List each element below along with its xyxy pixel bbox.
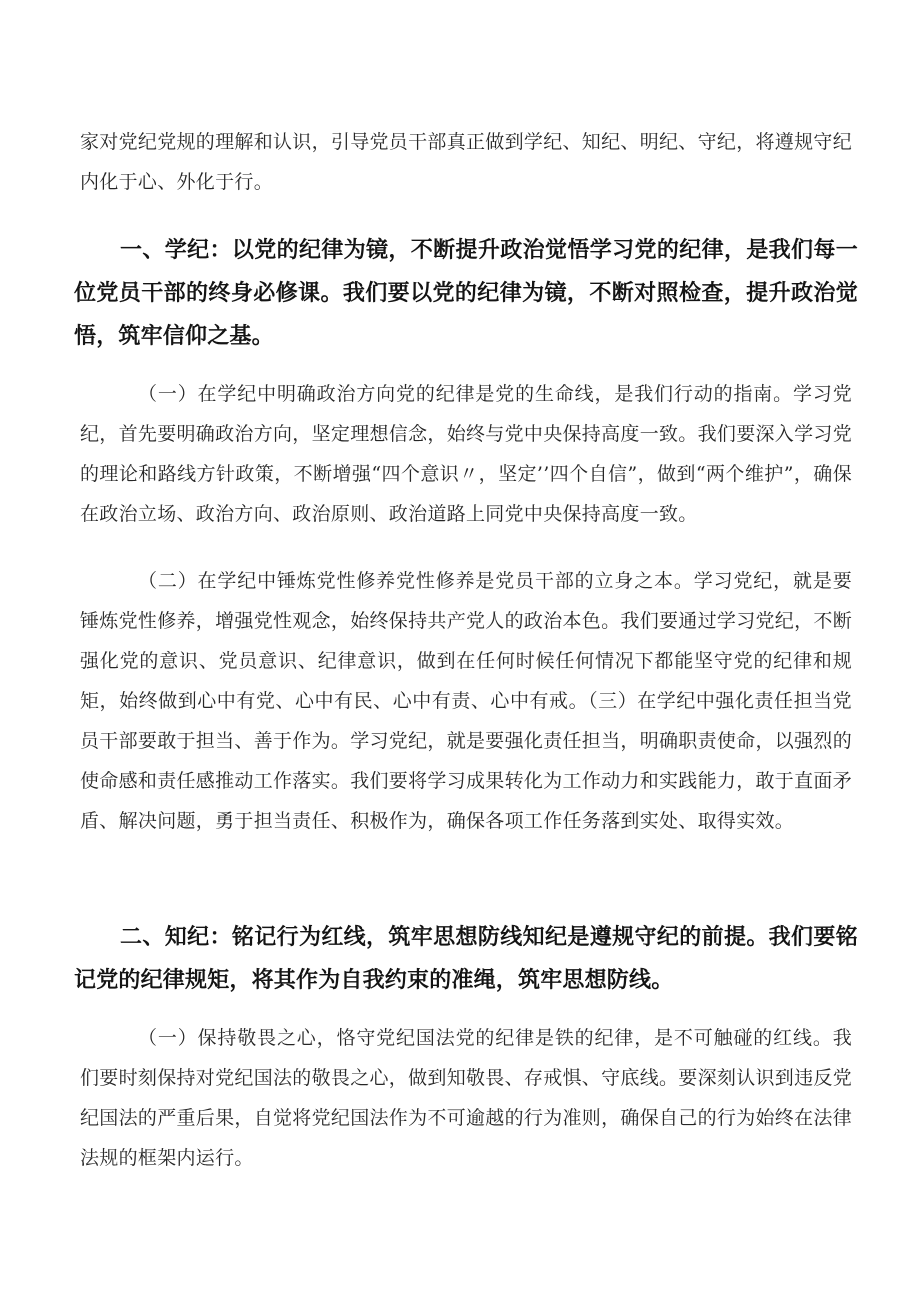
section-heading-2: 二、知纪：铭记行为红线，筑牢思想防线知纪是遵规守纪的前提。我们要铭记党的纪律规矩，将其作为自我约束的准绳，筑牢思想防线。 — [74, 925, 858, 993]
paragraph-1-2: （二）在学纪中锤炼党性修养党性修养是党员干部的立身之本。学习党纪，就是要锤炼党性修养，增强党性观念，始终保持共产党人的政治本色。我们要通过学习党纪，不断强化党的意识、党员意识、纪律意识，做到在任何时候任何情况下都能坚守党的纪律和规矩，始终做到心中有党、心中有民、心中有责、心中有戒。（三）在学纪中强化责任担当党员干部要敢于担当、善于作为。学习党纪，就是要强化责任担当，明确职责使命，以强烈的使命感和责任感推动工作落实。我们要将学习成果转化为工作动力和实践能力，敢于直面矛盾、解决问题，勇于担当责任、积极作为，确保各项工作任务落到实处、取得实效。 — [80, 570, 853, 832]
paragraph-intro-continuation: 家对党纪党规的理解和认识，引导党员干部真正做到学纪、知纪、明纪、守纪，将遵规守纪内化于心、外化于行。 — [80, 131, 853, 193]
paragraph-2-1: （一）保持敬畏之心，恪守党纪国法党的纪律是铁的纪律，是不可触碰的红线。我们要时刻保持对党纪国法的敬畏之心，做到知敬畏、存戒惧、守底线。要深刻认识到违反党纪国法的严重后果，自觉将党纪国法作为不可逾越的行为准则，确保自己的行为始终在法律法规的框架内运行。 — [80, 1027, 853, 1169]
section-heading-1: 一、学纪：以党的纪律为镜，不断提升政治觉悟学习党的纪律，是我们每一位党员干部的终身必修课。我们要以党的纪律为镜，不断对照检查，提升政治觉悟，筑牢信仰之基。 — [74, 238, 858, 349]
paragraph-1-1: （一）在学纪中明确政治方向党的纪律是党的生命线，是我们行动的指南。学习党纪，首先要明确政治方向，坚定理想信念，始终与党中央保持高度一致。我们要深入学习党的理论和路线方针政策，不断增强“四个意识〃，坚定’’四个自信”，做到“两个维护”，确保在政治立场、政治方向、政治原则、政治道路上同党中央保持高度一致。 — [80, 383, 853, 525]
